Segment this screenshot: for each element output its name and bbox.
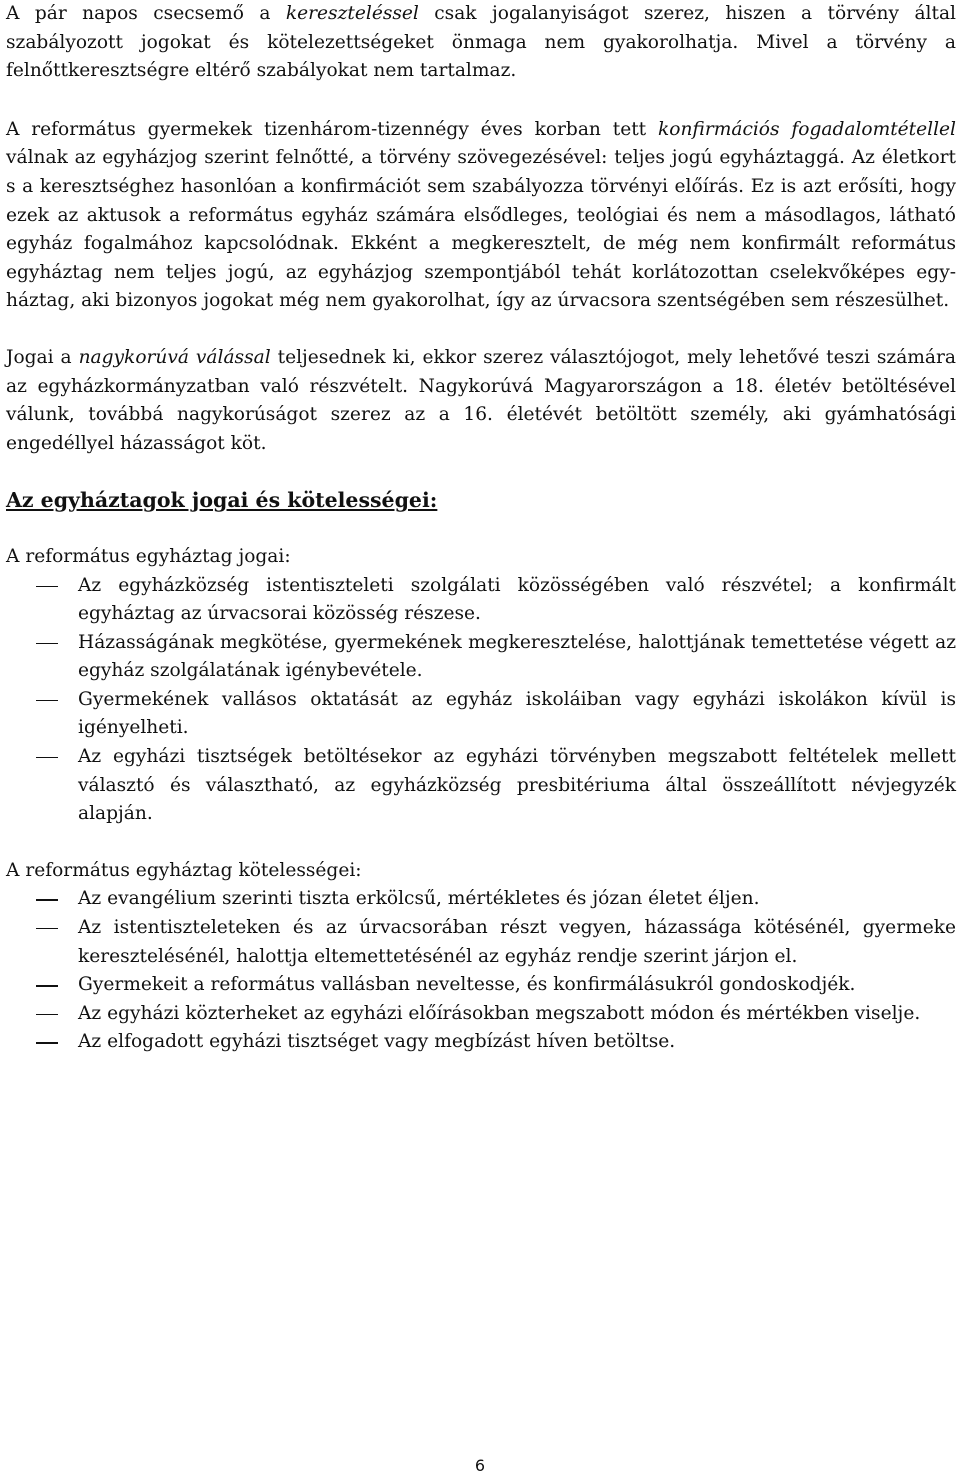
list-item: Az elfogadott egyházi tisztséget vagy megbízást híven betöltse. xyxy=(6,1028,956,1057)
emphasis-term: konfirmációs fogadalomtétellel xyxy=(658,118,957,140)
list-item: Az egyházközség istentiszteleti szolgálati közösségében való részvétel; a konfirmált egyháztag az úrvacsorai közösség részese. xyxy=(6,572,956,629)
paragraph-text: teljesednek ki, ekkor szerez választójogot, mely lehetővé teszi számára az egyházkormányzatban való részvételt. Nagykorúvá Magyarországon a 18. életév betöltésével válunk, továbbá nagykorúságot szerez az a 16. életévét betöltött személy, aki gyámhatósági engedéllyel házasságot köt. xyxy=(6,346,956,454)
list-item: Az egyházi tisztségek betöltésekor az egyházi törvényben megszabott feltételek mellett választó és választható, az egyházközség presbitériuma által összeállított névjegyzék alapján. xyxy=(6,743,956,829)
list-item: Az istentiszteleteken és az úrvacsorában részt vegyen, házassága kötésénél, gyermeke keresztelésénél, halottja eltemettetésénél az egyház rendje szerint járjon el. xyxy=(6,914,956,971)
list-item: Az egyházi közterheket az egyházi előírásokban megszabott módon és mértékben viselje. xyxy=(6,1000,956,1029)
paragraph-text: A pár napos csecsemő a xyxy=(6,3,286,24)
page-number: 6 xyxy=(474,1456,486,1475)
section-heading: Az egyháztagok jogai és kötelességei: xyxy=(6,488,438,513)
list-item: Gyermekének vallásos oktatását az egyház iskoláiban vagy egyházi iskolákon kívül is igényelheti. xyxy=(6,686,956,743)
duties-list-title: A református egyháztag kötelességei: xyxy=(6,859,362,881)
document-page xyxy=(6,0,956,1057)
list-item: Az evangélium szerinti tiszta erkölcsű, mértékletes és józan életet éljen. xyxy=(6,885,956,914)
paragraph-text: Jogai a xyxy=(6,346,79,368)
list-item: Házasságának megkötése, gyermekének megkeresztelése, halottjának temettetése végett az egyház szolgálatának igénybevétele. xyxy=(6,629,956,686)
emphasis-term: kereszteléssel xyxy=(285,3,419,24)
emphasis-term: nagykorúvá válással xyxy=(78,346,271,368)
paragraph-text: csak jogalanyiságot szerez, hiszen a törvény által szabályozott jogokat és kötelezettségeket önmaga nem gyakorolhatja. Mivel a törvény a felnőttkeresztségre eltérő szabályokat nem tartalmaz. xyxy=(6,3,956,82)
paragraph-confirmation xyxy=(6,116,956,316)
list-item: Gyermekeit a református vallásban neveltesse, és konfirmálásukról gondoskodjék. xyxy=(6,971,956,1000)
paragraph-text: válnak az egyházjog szerint felnőtté, a törvény szövegezésével: teljes jogú egyháztaggá. Az életkort s a keresztséghez hasonlóan a konfirmációt sem szabályozza törvényi előírás. Ez is azt erősíti, hogy ezek az aktusok a református egyház számára elsődleges, teológiai és nem a másodlagos, látható egyház fogalmához kapcsolódnak. Ekként a megkeresztelt, de még nem konfirmált református egyháztag nem teljes jogú, az egyházjog szempontjából tehát korlátozottan cselekvőképes egyháztag, aki bizonyos jogokat még nem gyakorolhat, így az úrvacsora szentségében sem részesülhet. xyxy=(6,147,956,312)
rights-list-title: A református egyháztag jogai: xyxy=(6,545,291,567)
paragraph-adulthood xyxy=(6,344,956,458)
paragraph-text: A református gyermekek tizenhárom-tizennégy éves korban tett xyxy=(6,118,658,140)
rights-list xyxy=(6,572,956,829)
duties-list xyxy=(6,885,956,1057)
paragraph-infant-baptism xyxy=(6,0,956,86)
